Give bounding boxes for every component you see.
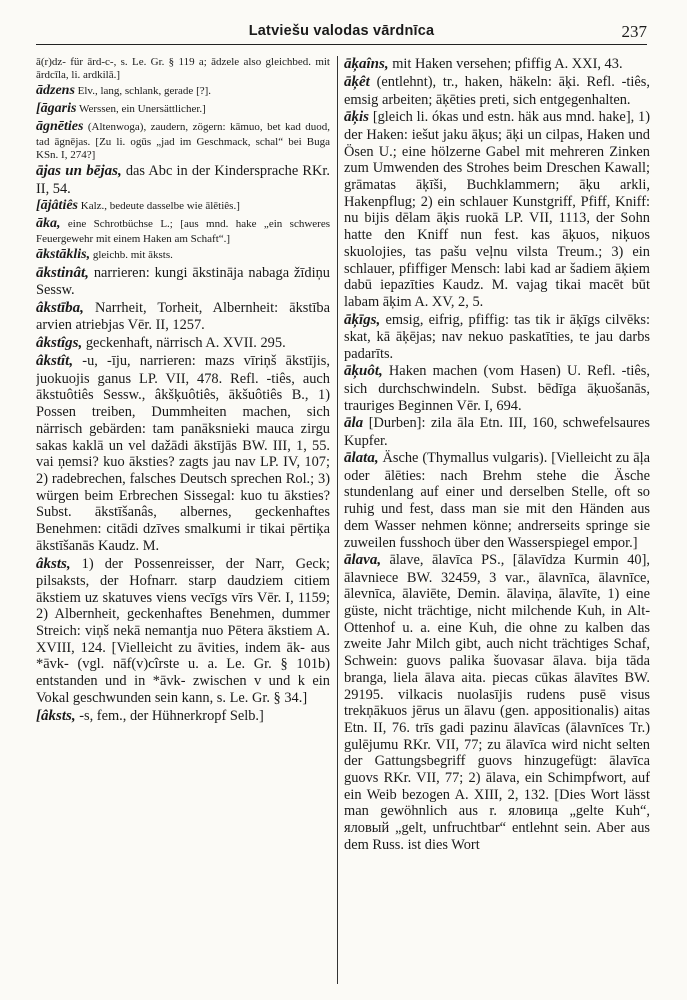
running-title: Latviešu valodas vārdnīca (248, 23, 435, 39)
headword: ākstāklis, (36, 247, 91, 263)
entry-text: narrieren: kungi ākstināja nabaga žīdiņu Sessw. (36, 264, 330, 299)
entry-text: mit Haken versehen; pfiffig A. XXI, 43. (388, 56, 623, 72)
entry-text: (Altenwoga), zaudern, zögern: kāmuo, bet kad duod, tad āgnējas. [Zu li. ogūs „jad im Geschmack, schal“ bei Buga KSn. I, 274?] (36, 120, 330, 161)
headword: ājas un bējas, (36, 163, 122, 180)
entry-text: Haken machen (vom Hasen) U. Refl. -tiês, sich durchschwindeln. Subst. bēdīga āķuošanās, trauriges Beginnen Vēr. I, 694. (344, 363, 650, 414)
headword: [âksts, (36, 707, 76, 724)
entry-text: Werssen, ein Unersättlicher.] (76, 103, 206, 116)
dictionary-entry (36, 708, 330, 725)
entry-text: eine Schrotbüchse L.; [aus mnd. hake „ein schweres Feuergewehr mit einem Haken am Schaft“.] (36, 218, 330, 245)
entry-text: Elv., lang, schlank, gerade [?]. (74, 85, 212, 98)
headword: ādzens (36, 83, 75, 99)
headword: āka, (36, 216, 61, 232)
dictionary-entry (36, 247, 330, 264)
entry-text: Narrheit, Torheit, Albernheit: ākstība arvien atriebjas Vēr. II, 1257. (36, 299, 330, 334)
dictionary-entry (344, 415, 650, 449)
entry-text: geckenhaft, närrisch A. XVII. 295. (82, 335, 286, 351)
entry-text: Äsche (Thymallus vulgaris). [Vielleicht zu āļa oder ālēties: nach Brehm stehe die Äsche stundenlang auf einer und derselben Stelle, oft so ruhig und fest, dass man sie mit den Händen aus dem Wasser nehmen könne; andrerseits springe sie zuweilen fusshoch über den Wasserspiegel empor.] (344, 450, 650, 551)
entry-text: das Abc in der Kindersprache RKr. II, 54. (36, 163, 330, 197)
page-header (36, 22, 647, 45)
headword: âkstît, (36, 353, 74, 370)
dictionary-entry (36, 265, 330, 299)
headword: āgnēties (36, 118, 84, 134)
entry-text: -u, -īju, narrieren: mazs vīriņš ākstījis, juokuojis ganus LP. VII, 478. Refl. -tiês, auch ākstuôtiês Sessw., âkšķuôtiês, ākšuôtiês B., 1) Possen treiben, Dummheiten machen, sich närrisch gebärden: tam panāksnieki mauca zirgu sakas kaklā un vel dažādi ākstījās BW. III, 1, 55. vai ņemsi? kuo āksties? zagts jau nav LP. IV, 107; 2) radebrechen, falsches Deutsch sprechen Rol.; 3) würgen beim Erbrechen Sissegal: kuo tu āksties? Subst. ākstīšanâs, albernes, geckenhaftes Benehmen: citādi dzīves smalkumi ir tikai pērtiķa ākstīšanās Kaudz. M. (36, 353, 330, 554)
headword: āķis (344, 109, 370, 126)
entry-text: ālave, ālavīca PS., [ālavīdza Kurmin 40], ālavniece BW. 32459, 3 var., ālavnīca, ālavnīce, ālevnīca, ālaviēte, Demin. ālaviņa, ālavīte, 1) eine güste, nicht trächtige, nicht milchende Kuh, in Alt-Ottenhof u. a. eine Kuh, die ohne zu kalben das zweite Jahr Milch gibt, auch nicht trächtiges Schaf, Schwein: guovs palika šuovasar ālava. bija tāda branga, liela ālava aita. piecas cūkas ālavītes BW. 29195. vilkacis nuolasījis rudens pusē visus trekņākuos jērus un ālavu (gen. appositionalis) aitas Etn. II, 76. trīs gadi pazinu ālavīcas (ālavnīces Tr.) gulējumu RKr. VII, 77; zu ālavīca wird nicht selten der Gattungsbegriff guovs hinzugefügt: ālavīca guovs RKr. VII, 77; 2) ālava, ein Schimpfwort, auf ein Weib bezogen A. XIII, 2, 132. [Dies Wort lässt man gewöhnlich aus r. яловица „gelte Kuh“, яловый „gelt, unfruchtbar“ entlehnt sein. Aber aus dem Russ. ist dies Wort (344, 552, 650, 853)
dictionary-entry (344, 552, 650, 853)
headword: ākstinât, (36, 264, 89, 281)
column-divider (337, 56, 338, 984)
entry-text: ā(r)dz- für ārd-c-, s. Le. Gr. § 119 a; ādzele also gleichbed. mit ārdcīla, li. ardkilā.] (36, 56, 330, 82)
headword: âkstîgs, (36, 335, 83, 351)
entry-text: Kalz., bedeute dasselbe wie ālētiês.] (78, 200, 240, 213)
dictionary-entry (36, 163, 330, 197)
headword: āķuôt, (344, 363, 383, 380)
headword: āķīgs, (344, 311, 381, 328)
headword: âkstība, (36, 299, 84, 316)
page-number: 237 (621, 22, 647, 41)
entry-text: gleichb. mit āksts. (90, 249, 173, 262)
headword: āķêt (344, 74, 370, 91)
entry-text: (entlehnt), tr., haken, häkeln: āķi. Refl. -tiês, emsig arbeiten; āķēties preti, sich entgegenhalten. (344, 74, 650, 108)
dictionary-entry (36, 300, 330, 334)
dictionary-entry (344, 74, 650, 108)
dictionary-entry (36, 83, 330, 100)
headword: ālava, (344, 552, 382, 569)
headword: āla (344, 415, 364, 432)
dictionary-entry (36, 353, 330, 554)
dictionary-entry (344, 363, 650, 414)
dictionary-entry (344, 312, 650, 363)
entry-text: [Durben]: zila āla Etn. III, 160, schwefelsaures Kupfer. (344, 415, 650, 449)
dictionary-entry (344, 109, 650, 310)
entry-text: 1) der Possenreisser, der Narr, Geck; pilsaksts, der Hofnarr. starp daudziem citiem ākstiem uz skatuves viens vecīgs vīrs Vēr. I, 1159; 2) Albernheit, geckenhaftes Benehmen, dummer Streich: viņš nekā nemantja nuo Pētera ākstiem A. XVIII, 124. [Vielleicht zu āvities, indem āk- aus *āvk- (vgl. nāf(v)cîrste u. a. Le. Gr. § 101b) entstanden und in *āvk- zwischen v und k ein Vokal geschwunden sein kann, s. Le. Gr. § 34.] (36, 555, 330, 706)
headword: [ājâtiês (36, 198, 78, 214)
headword: āķaîns, (344, 56, 389, 72)
dictionary-entry (344, 450, 650, 551)
right-column (344, 56, 650, 988)
dictionary-entry (36, 119, 330, 162)
dictionary-entry (36, 101, 330, 118)
entry-text: [gleich li. ókas und estn. häk aus mnd. hake], 1) der Haken: iešut jaku āķus; āķi un cilpas, Haken und Ösen U.; eine hölzerne Gabel mit mehreren Zinken zum Umwenden des Strohes beim Dreschen Kawall; grāmatas āķīši, Buchklammern; āķu arkli, Hakenpflug; 2) ein schlauer Kunstgriff, Pfiff, Kniff: nu bijis dēlam āķis ruokā LP. VII, 1113, der Sohn hatte den Kniff nun fest. kas āķuos, niķuos skuolojies, tas pašu veļnu vilsta Treum.; 3) ein schlauer, pfiffiger Mensch: labi kad ar šadiem āķiem dabū iepazīties Kaudz. M. vajag tikai macēt būt labam āķim A. XV, 2, 5. (344, 109, 650, 310)
dictionary-entry (36, 56, 330, 82)
dictionary-entry (36, 216, 330, 246)
dictionary-entry (36, 198, 330, 215)
entry-text: -s, fem., der Hühnerkropf Selb.] (75, 707, 264, 724)
dictionary-entry (36, 335, 330, 352)
dictionary-entry (344, 56, 650, 73)
left-column (36, 56, 330, 988)
headword: [āgaris (36, 101, 77, 117)
headword: ālata, (344, 450, 379, 467)
dictionary-entry (36, 556, 330, 707)
headword: âksts, (36, 555, 71, 572)
entry-text: emsig, eifrig, pfiffig: tas tik ir āķīgs cilvēks: skat, kā āķējas; nav nekuo paskatīties, te jau darbs padarīts. (344, 311, 650, 362)
